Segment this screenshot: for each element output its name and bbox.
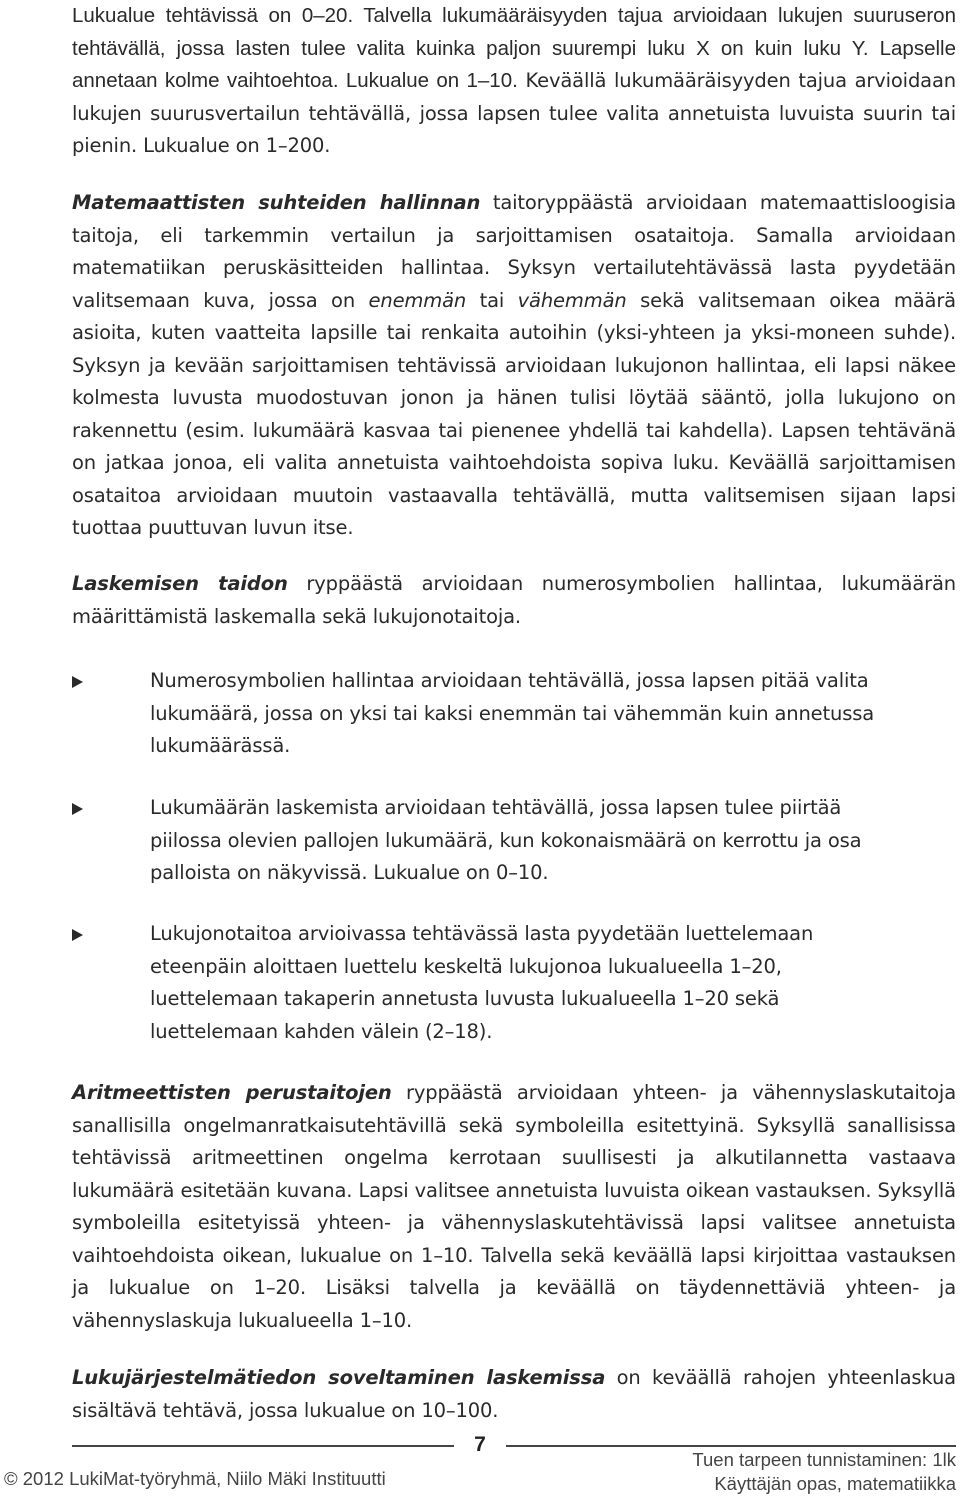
- paragraph-number-sense-fall: Lukualue tehtävissä on 0–20. Talvella lukumääräisyyden tajua arvioidaan lukujen suuruseron tehtävällä, jossa lasten tulee valita kuinka paljon suurempi luku X on kuin luku Y. Lapselle annetaan kolme vaihtoehtoa. Lukualue on 1–10.: [72, 4, 956, 92]
- list-item-text: Lukumäärän laskemista arvioidaan tehtävällä, jossa lapsen tulee piirtää piilossa olevien pallojen lukumäärä, kun kokonaismäärä on kerrottu ja osa palloista on näkyvissä. Lukualue on 0–10.: [150, 796, 862, 884]
- footer-copyright: © 2012 LukiMat-työryhmä, Niilo Mäki Instituutti: [4, 1468, 386, 1489]
- list-item-number-sequence: [72, 918, 902, 1048]
- list-item-text: Numerosymbolien hallintaa arvioidaan tehtävällä, jossa lapsen pitää valita lukumäärä, jossa on yksi tai kaksi enemmän tai vähemmän kuin annetussa lukumäärässä.: [150, 669, 875, 757]
- paragraph-math-relations: [72, 187, 956, 545]
- list-item-counting-quantity: [72, 792, 902, 890]
- emphasis-more: enemmän: [368, 288, 467, 312]
- paragraph-number-sense: [72, 0, 956, 163]
- paragraph-text: tai: [466, 288, 518, 312]
- list-item-number-symbols: [72, 665, 902, 763]
- paragraph-text: ryppäästä arvioidaan yhteen- ja vähennyslaskutaitoja sanallisilla ongelmanratkaisutehtävillä sekä symboleilla esitettyinä. Syksyllä sanallisissa tehtävissä aritmeettinen ongelma kerrotaan suullisesti ja alkutilannetta vastaava lukumäärä esitetään kuvana. Lapsi valitsee annetuista luvuista oikean vastauksen. Syksyllä symboleilla esitetyissä yhteen- ja vähennyslaskutehtävissä lapsi valitsee annetuista vaihtoehdoista oikean, lukualue on 1–10. Talvella sekä keväällä lapsi kirjoittaa vastauksen ja lukualue on 1–20. Lisäksi talvella ja keväällä on täydennettäviä yhteen- ja vähennyslaskuja lukualueella 1–10.: [72, 1081, 956, 1332]
- footer-document-title: [692, 1448, 956, 1496]
- section-lead-arithmetic: Aritmeettisten perustaitojen: [72, 1081, 392, 1104]
- paragraph-number-system: [72, 1362, 956, 1427]
- bullet-arrow-icon: [72, 803, 83, 815]
- paragraph-arithmetic-skills: [72, 1077, 956, 1337]
- footer-title-line-2: Käyttäjän opas, matematiikka: [714, 1473, 956, 1494]
- emphasis-less: vähemmän: [517, 288, 627, 312]
- bullet-arrow-icon: [72, 676, 83, 688]
- section-lead-counting: Laskemisen taidon: [72, 572, 288, 595]
- page-number: 7: [454, 1423, 506, 1467]
- paragraph-text: on keväällä rahojen yhteenlaskua sisältävä tehtävä, jossa lukualue on 10–100.: [72, 1366, 956, 1422]
- footer-divider: [72, 1445, 956, 1447]
- paragraph-text: sekä valitsemaan oikea määrä asioita, kuten vaatteita lapsille tai renkaita autoihin (yksi-yhteen ja yksi-moneen suhde). Syksyn ja kevään sarjoittamisen tehtävissä arvioidaan lukujonon hallintaa, eli lapsi näkee kolmesta luvusta muodostuvan jonon ja hänen tulisi löytää sääntö, jolla lukujono on rakennettu (esim. lukumäärä kasvaa tai pienenee yhdellä tai kahdella). Lapsen tehtävänä on jatkaa jonoa, eli valita annetuista vaihtoehdoista sopiva luku. Keväällä sarjoittamisen osataitoa arvioidaan muutoin vastaavalla tehtävällä, mutta valitsemisen sijaan lapsi tuottaa puuttuvan luvun itse.: [72, 288, 956, 539]
- paragraph-number-sense-spring: Keväällä lukumääräisyyden tajua arvioidaan lukujen suurusvertailun tehtävällä, jossa lapsen tulee valita annetuista luvuista suurin tai pienin. Lukualue on 1–200.: [72, 69, 956, 157]
- section-lead-number-system: Lukujärjestelmätiedon soveltaminen laskemissa: [72, 1366, 606, 1389]
- list-item-text: Lukujonotaitoa arvioivassa tehtävässä lasta pyydetään luettelemaan eteenpäin aloittaen luettelu keskeltä lukujonoa lukualueella 1–20, luettelemaan takaperin annetusta luvusta lukualueella 1–20 sekä luettelemaan kahden välein (2–18).: [150, 922, 814, 1043]
- footer-title-line-1: Tuen tarpeen tunnistaminen: 1lk: [692, 1449, 956, 1470]
- paragraph-text: taitoryppäästä arvioidaan matemaattisloogisia taitoja, eli tarkemmin vertailun ja sarjoittamisen osataitoja. Samalla arvioidaan matematiikan peruskäsitteiden hallintaa. Syksyn vertailutehtävässä lasta pyydetään valitsemaan kuva, jossa on: [72, 191, 956, 312]
- bullet-arrow-icon: [72, 929, 83, 941]
- section-lead-math-relations: Matemaattisten suhteiden hallinnan: [72, 191, 481, 214]
- paragraph-text: ryppäästä arvioidaan numerosymbolien hallintaa, lukumäärän määrittämistä laskemalla sekä lukujonotaitoja.: [72, 572, 956, 628]
- paragraph-counting-skills: [72, 568, 956, 633]
